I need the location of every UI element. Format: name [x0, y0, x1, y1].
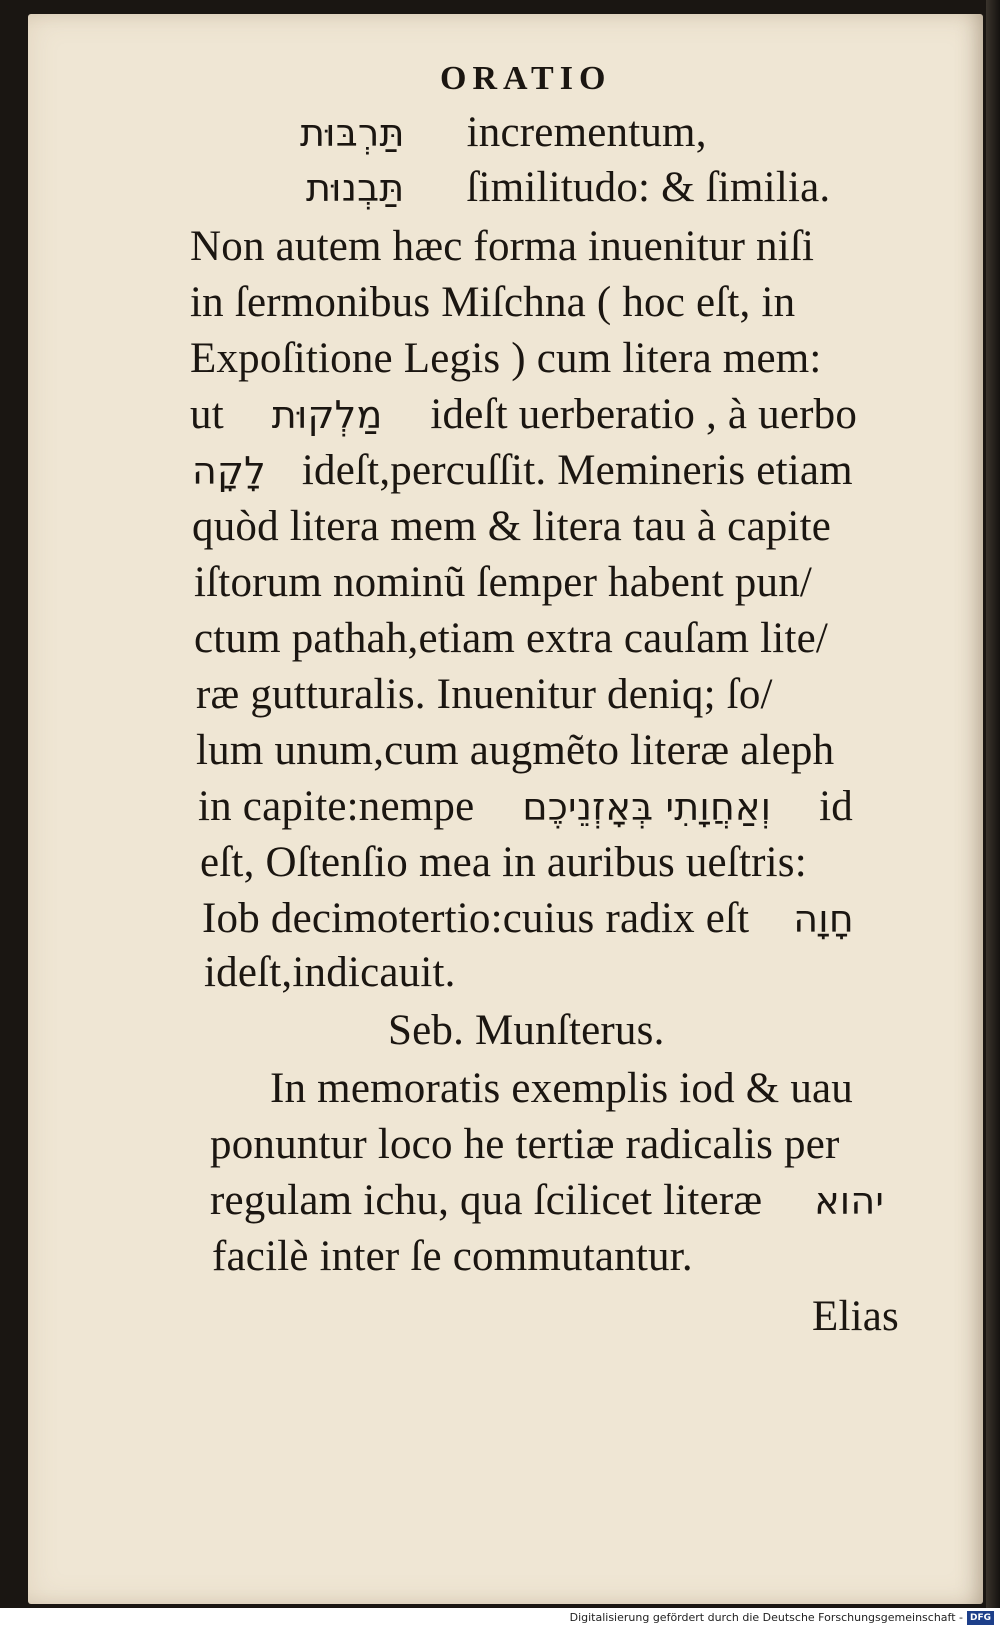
dfg-logo: DFG: [967, 1611, 994, 1625]
latin-text: ut: [190, 391, 224, 438]
text-line-14: eſt, Oſtenſio mea in auribus ueſtris:: [200, 839, 807, 886]
latin-text: ſimilitudo: & ſimilia.: [466, 164, 831, 211]
text-line-3: Non autem hæc forma inuenitur niſi: [190, 223, 815, 270]
hebrew-word: תַּבְנוּת: [306, 166, 405, 210]
note-line-3: [210, 1176, 884, 1226]
text-line-6: [190, 390, 857, 440]
text-line-9: iſtorum nominũ ſemper habent pun/: [194, 559, 813, 606]
text-line-11: ræ gutturalis. Inuenitur deniq; ſo/: [196, 671, 773, 718]
note-line-1: In memoratis exemplis iod & uau: [270, 1065, 854, 1112]
digitization-footer: [0, 1608, 1000, 1627]
catchword: Elias: [812, 1293, 899, 1340]
text-line-4: in ſermonibus Miſchna ( hoc eſt, in: [190, 279, 796, 326]
hebrew-phrase: וְאַחֲוָתִי בְּאָזְנֵיכֶם: [522, 785, 772, 829]
hebrew-word: תַּרְבּוּת: [300, 111, 405, 155]
text-line-15: [202, 894, 854, 944]
latin-text: incrementum,: [466, 109, 707, 156]
text-line-7: [192, 446, 853, 496]
latin-text: id: [819, 783, 853, 830]
text-line-12: lum unum,cum augmẽto literæ aleph: [196, 727, 835, 774]
hebrew-word: חָוָה: [793, 897, 854, 941]
latin-text: ideſt,percuſſit. Memineris etiam: [301, 447, 853, 494]
hebrew-word: לָקָה: [192, 449, 266, 493]
hebrew-word: מַלְקוּת: [271, 393, 383, 437]
latin-text: ideſt uerberatio , à uerbo: [430, 391, 858, 438]
text-line-8: quòd litera mem & litera tau à capite: [192, 503, 832, 550]
latin-text: regulam ichu, qua ſcilicet literæ: [210, 1177, 763, 1224]
text-line-1: [300, 108, 707, 158]
latin-text: Iob decimotertio:cuius radix eſt: [202, 895, 750, 942]
running-header: ORATIO: [440, 60, 612, 97]
hebrew-word: יהוא: [814, 1179, 885, 1223]
signature: Seb. Munſterus.: [388, 1007, 665, 1054]
text-line-10: ctum pathah,etiam extra cauſam lite/: [194, 615, 829, 662]
text-line-16: ideſt,indicauit.: [204, 949, 456, 996]
note-line-2: ponuntur loco he tertiæ radicalis per: [210, 1121, 840, 1168]
footer-text: Digitalisierung gefördert durch die Deutsche Forschungsgemeinschaft -: [569, 1611, 963, 1624]
latin-text: in capite:nempe: [198, 783, 475, 830]
text-line-13: [198, 782, 853, 832]
text-line-5: Expoſitione Legis ) cum litera mem:: [190, 335, 822, 382]
note-line-4: facilè inter ſe commutantur.: [212, 1233, 693, 1280]
text-line-2: [306, 163, 830, 213]
